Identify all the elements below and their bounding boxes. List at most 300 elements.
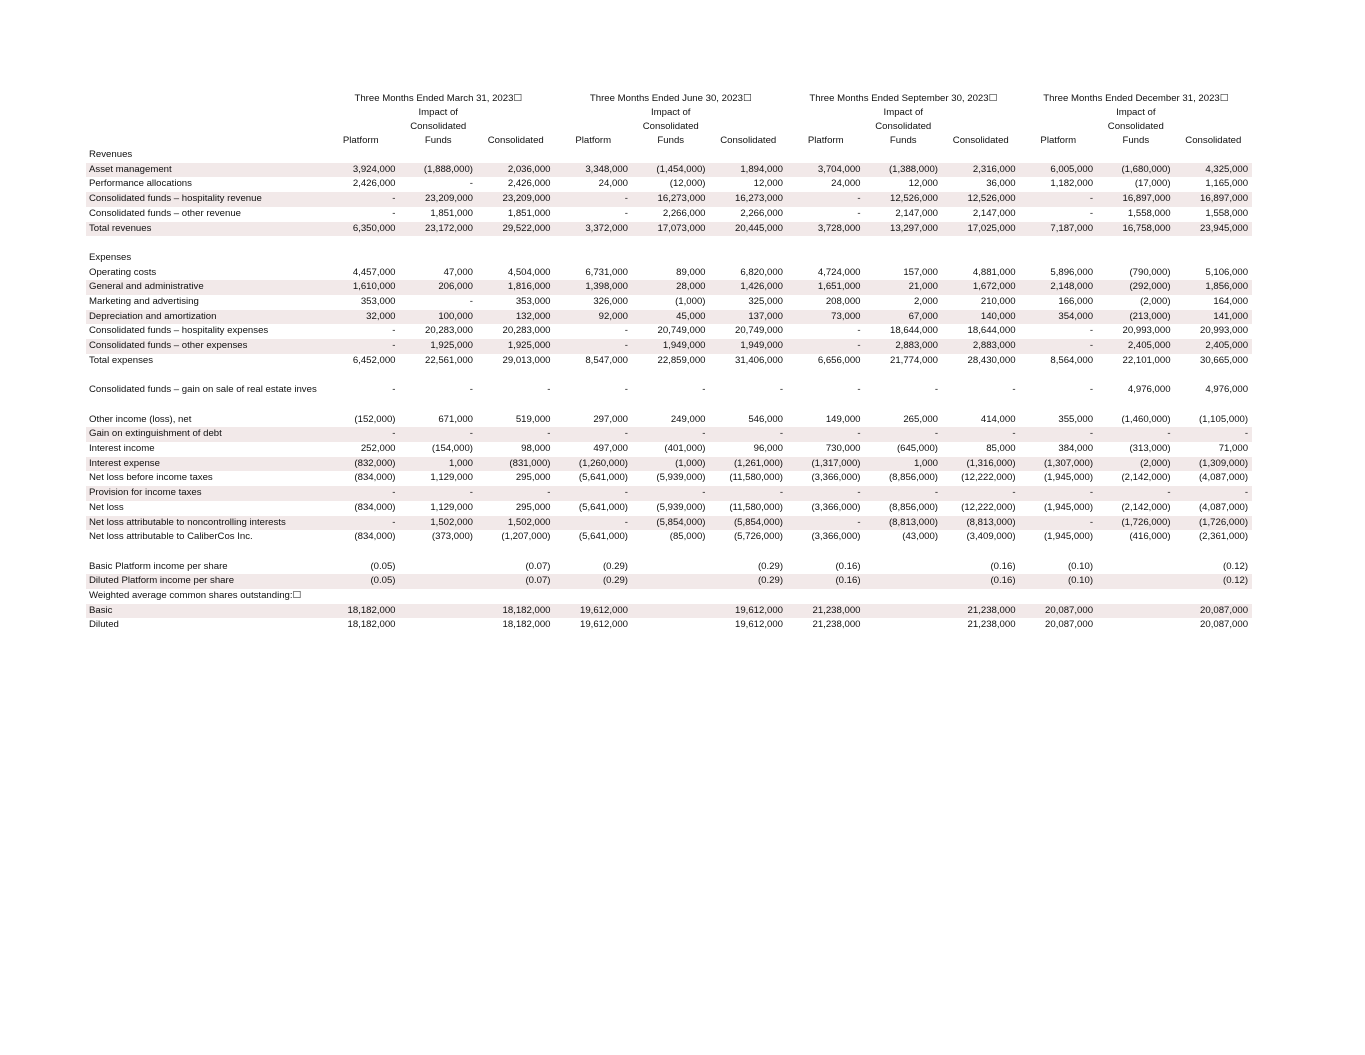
table-row [86, 280, 1252, 295]
cell-value: (1,888,000) [423, 163, 473, 175]
cell-value: - [779, 428, 784, 440]
row-label [86, 545, 322, 560]
cell-value: 20,087,000 [1045, 619, 1094, 631]
cell-value: 2,000 [914, 296, 939, 308]
cell-value: 22,859,000 [657, 354, 706, 366]
cell-value: - [1244, 487, 1249, 499]
cell-value: 21,238,000 [812, 619, 861, 631]
cell-value: (401,000) [664, 443, 706, 455]
cell-value: (834,000) [354, 531, 396, 543]
cell-value: 71,000 [1218, 443, 1249, 455]
column-header-row-2 [86, 120, 1252, 134]
cell-value: 23,209,000 [502, 193, 551, 205]
cell-value: (0.12) [1223, 575, 1249, 587]
cell-value: 98,000 [521, 443, 551, 455]
table-row [86, 163, 1252, 178]
cell-value: 384,000 [1058, 443, 1094, 455]
table-row [86, 560, 1252, 575]
cell-value: 32,000 [366, 310, 396, 322]
table-row [86, 486, 1252, 501]
row-label: Weighted average common shares outstanding:☐ [89, 590, 302, 602]
row-label: Total expenses [89, 354, 153, 366]
column-header-row-3 [86, 134, 1252, 148]
cell-value: 19,612,000 [735, 619, 784, 631]
cell-value: - [469, 178, 473, 190]
cell-value: 18,644,000 [967, 325, 1016, 337]
row-label: Consolidated funds – gain on sale of real estate inves [89, 384, 317, 396]
impact-header-line1: Impact of [883, 107, 923, 118]
cell-value: 2,036,000 [507, 163, 551, 175]
cell-value: (0.05) [370, 575, 396, 587]
column-header-row-1 [86, 106, 1252, 120]
cell-value: - [857, 207, 861, 219]
cell-value: (1,105,000) [1198, 413, 1249, 425]
cell-value: 16,897,000 [1122, 193, 1171, 205]
cell-value: 21,238,000 [812, 604, 861, 616]
cell-value: 20,993,000 [1122, 325, 1171, 337]
row-label: Net loss [89, 501, 124, 513]
cell-value: - [392, 428, 396, 440]
cell-value: - [392, 340, 396, 352]
cell-value: 13,297,000 [890, 222, 939, 234]
impact-header-line1: Impact of [1116, 107, 1156, 118]
cell-value: 3,372,000 [585, 222, 628, 234]
cell-value: - [392, 487, 396, 499]
cell-value: 16,273,000 [735, 193, 784, 205]
impact-header-line2: Consolidated [1107, 121, 1164, 132]
cell-value: - [547, 428, 551, 440]
cell-value: 414,000 [980, 413, 1016, 425]
cell-value: - [857, 384, 861, 396]
cell-value: (3,409,000) [966, 531, 1016, 543]
cell-value: - [624, 340, 628, 352]
cell-value: (0.16) [835, 575, 861, 587]
row-label: Expenses [89, 251, 132, 263]
cell-value: - [624, 428, 628, 440]
cell-value: (834,000) [354, 501, 396, 513]
cell-value: - [934, 428, 939, 440]
period-header-q2: Three Months Ended June 30, 2023☐ [589, 93, 752, 104]
cell-value: - [857, 516, 861, 528]
table-row [86, 266, 1252, 281]
cell-value: (3,366,000) [811, 531, 861, 543]
cell-value: - [857, 193, 861, 205]
row-label: Total revenues [86, 222, 322, 237]
cell-value: (3,366,000) [811, 501, 861, 513]
table-body [86, 148, 1252, 633]
cell-value: (1,307,000) [1043, 457, 1094, 469]
table-row [86, 618, 1252, 633]
cell-value: (0.16) [835, 560, 861, 572]
cell-value: 4,504,000 [507, 266, 551, 278]
cell-value: 92,000 [598, 310, 628, 322]
cell-value: 166,000 [1058, 296, 1094, 308]
cell-value: (11,580,000) [729, 472, 784, 484]
cell-value: 30,665,000 [1200, 354, 1249, 366]
cell-value: 16,897,000 [1200, 193, 1249, 205]
cell-value: 12,000 [908, 178, 939, 190]
cell-value: 3,348,000 [585, 163, 628, 175]
row-label [86, 236, 322, 251]
cell-value: (5,641,000) [578, 472, 628, 484]
cell-value: (43,000) [902, 531, 939, 543]
cell-value: 8,547,000 [585, 354, 628, 366]
impact-header-line2: Consolidated [642, 121, 699, 132]
row-label: Basic [86, 604, 322, 619]
cell-value: 21,238,000 [967, 619, 1016, 631]
impact-header-line2: Consolidated [875, 121, 932, 132]
cell-value: 29,013,000 [502, 354, 551, 366]
cell-value: (416,000) [1129, 531, 1171, 543]
cell-value: 141,000 [1213, 310, 1249, 322]
table-row [86, 222, 1252, 237]
cell-value: 1,000 [914, 457, 939, 469]
table-row [86, 457, 1252, 472]
impact-header-line2: Consolidated [410, 121, 467, 132]
cell-value: 2,405,000 [1127, 340, 1171, 352]
cell-value: (0.29) [602, 560, 628, 572]
cell-value: 96,000 [753, 443, 784, 455]
impact-header-line1: Impact of [651, 107, 691, 118]
cell-value: (790,000) [1129, 266, 1171, 278]
spacer-row [86, 545, 1252, 560]
cell-value: - [1244, 428, 1249, 440]
cell-value: 149,000 [825, 413, 861, 425]
cell-value: (1,260,000) [578, 457, 628, 469]
cell-value: - [547, 384, 551, 396]
table-row [86, 177, 1252, 192]
cell-value: (1,261,000) [733, 457, 784, 469]
cell-value: - [547, 487, 551, 499]
cell-value: - [392, 325, 396, 337]
cell-value: - [624, 516, 628, 528]
cell-value: 1,502,000 [430, 516, 473, 528]
cell-value: 23,209,000 [424, 193, 473, 205]
cell-value: 20,283,000 [502, 325, 551, 337]
cell-value: 326,000 [593, 296, 628, 308]
cell-value: 1,856,000 [1205, 281, 1249, 293]
cell-value: 2,405,000 [1205, 340, 1249, 352]
cell-value: 47,000 [443, 266, 473, 278]
cell-value: 252,000 [360, 443, 396, 455]
row-label: Interest income [89, 443, 155, 455]
row-label: Diluted [89, 619, 119, 631]
table-row [86, 192, 1252, 207]
cell-value: (154,000) [431, 443, 473, 455]
period-header-q1: Three Months Ended March 31, 2023☐ [354, 93, 523, 104]
cell-value: 249,000 [670, 413, 706, 425]
row-label: Operating costs [89, 266, 157, 278]
cell-value: (5,939,000) [656, 472, 706, 484]
cell-value: - [624, 207, 628, 219]
cell-value: 1,949,000 [662, 340, 706, 352]
cell-value: (834,000) [354, 472, 396, 484]
cell-value: (8,813,000) [966, 516, 1016, 528]
row-label: Consolidated funds – other revenue [89, 207, 242, 219]
cell-value: (373,000) [431, 531, 473, 543]
cell-value: 5,896,000 [1050, 266, 1094, 278]
cell-value: 1,502,000 [507, 516, 551, 528]
cell-value: 19,612,000 [579, 619, 628, 631]
cell-value: 16,273,000 [657, 193, 706, 205]
table-row [86, 574, 1252, 589]
cell-value: 19,612,000 [735, 604, 784, 616]
cell-value: 2,266,000 [662, 207, 706, 219]
cell-value: (5,726,000) [733, 531, 784, 543]
spacer-row [86, 236, 1252, 251]
cell-value: 2,426,000 [352, 178, 396, 190]
cell-value: (4,087,000) [1198, 472, 1249, 484]
table-row [86, 295, 1252, 310]
cell-value: 1,398,000 [585, 281, 628, 293]
cell-value: (1,309,000) [1198, 457, 1249, 469]
cell-value: 18,182,000 [347, 619, 396, 631]
cell-value: 157,000 [903, 266, 939, 278]
cell-value: 23,172,000 [424, 222, 473, 234]
cell-value: 4,881,000 [972, 266, 1016, 278]
table-row [86, 383, 1252, 398]
cell-value: 18,182,000 [502, 619, 551, 631]
cell-value: (0.12) [1223, 560, 1249, 572]
cell-value: 2,148,000 [1050, 281, 1094, 293]
cell-value: 1,894,000 [740, 163, 784, 175]
cell-value: (1,207,000) [501, 531, 551, 543]
cell-value: 7,187,000 [1050, 222, 1094, 234]
cell-value: 1,651,000 [817, 281, 861, 293]
table-row [86, 427, 1252, 442]
cell-value: (2,142,000) [1121, 472, 1171, 484]
cell-value: - [934, 487, 939, 499]
row-label: Asset management [86, 163, 322, 178]
table-row [86, 354, 1252, 369]
cell-value: 18,182,000 [347, 604, 396, 616]
cell-value: - [1089, 516, 1094, 528]
cell-value: 297,000 [593, 413, 628, 425]
cell-value: - [624, 487, 628, 499]
platform-column-header: Platform [1040, 135, 1077, 146]
cell-value: (0.29) [602, 575, 628, 587]
cell-value: - [1089, 207, 1094, 219]
cell-value: (0.16) [990, 575, 1016, 587]
cell-value: 23,945,000 [1200, 222, 1249, 234]
cell-value: 355,000 [1058, 413, 1094, 425]
cell-value: - [392, 384, 396, 396]
cell-value: 31,406,000 [735, 354, 784, 366]
cell-value: 1,925,000 [430, 340, 473, 352]
table-row [86, 442, 1252, 457]
cell-value: 21,000 [908, 281, 939, 293]
row-label: Marketing and advertising [89, 296, 199, 308]
cell-value: 3,704,000 [817, 163, 861, 175]
consolidated-column-header: Consolidated [952, 135, 1009, 146]
cell-value: 4,325,000 [1205, 163, 1249, 175]
cell-value: 67,000 [908, 310, 939, 322]
cell-value: (2,000) [1140, 457, 1171, 469]
cell-value: 325,000 [748, 296, 784, 308]
cell-value: (5,854,000) [656, 516, 706, 528]
cell-value: - [392, 193, 396, 205]
cell-value: 45,000 [676, 310, 706, 322]
cell-value: 295,000 [515, 501, 551, 513]
cell-value: - [934, 384, 939, 396]
cell-value: (0.10) [1067, 560, 1094, 572]
cell-value: 1,558,000 [1127, 207, 1171, 219]
period-header-q3: Three Months Ended September 30, 2023☐ [809, 93, 998, 104]
cell-value: (4,087,000) [1198, 501, 1249, 513]
table-row [86, 207, 1252, 222]
cell-value: 85,000 [986, 443, 1016, 455]
cell-value: (0.07) [525, 560, 551, 572]
cell-value: 6,656,000 [817, 354, 861, 366]
row-label: Revenues [89, 149, 133, 160]
cell-value: 20,087,000 [1200, 619, 1249, 631]
cell-value: 546,000 [748, 413, 784, 425]
cell-value: - [857, 325, 861, 337]
cell-value: 2,883,000 [895, 340, 939, 352]
cell-value: (2,000) [1140, 296, 1171, 308]
cell-value: - [1089, 487, 1094, 499]
cell-value: 671,000 [438, 413, 473, 425]
cell-value: 137,000 [748, 310, 784, 322]
cell-value: (152,000) [354, 413, 396, 425]
cell-value: (0.16) [990, 560, 1016, 572]
cell-value: 24,000 [598, 178, 628, 190]
cell-value: - [469, 487, 473, 499]
cell-value: - [392, 516, 396, 528]
cell-value: - [392, 207, 396, 219]
cell-value: 28,000 [676, 281, 706, 293]
row-label: Other income (loss), net [89, 413, 192, 425]
row-label: Consolidated funds – hospitality revenue [86, 192, 322, 207]
cell-value: (12,222,000) [961, 501, 1016, 513]
cell-value: - [1089, 325, 1094, 337]
cell-value: (11,580,000) [729, 501, 784, 513]
cell-value: 1,000 [448, 457, 473, 469]
row-label: Performance allocations [89, 178, 192, 190]
cell-value: - [1167, 487, 1171, 499]
cell-value: 73,000 [831, 310, 861, 322]
consolidated-column-header: Consolidated [720, 135, 777, 146]
cell-value: 20,749,000 [657, 325, 706, 337]
cell-value: 29,522,000 [502, 222, 551, 234]
table-row [86, 339, 1252, 354]
cell-value: - [857, 428, 861, 440]
cell-value: (5,854,000) [733, 516, 784, 528]
cell-value: (12,000) [669, 178, 706, 190]
cell-value: 353,000 [360, 296, 396, 308]
row-label: Gain on extinguishment of debt [86, 427, 322, 442]
cell-value: 20,993,000 [1200, 325, 1249, 337]
cell-value: (1,317,000) [811, 457, 861, 469]
cell-value: (313,000) [1129, 443, 1171, 455]
table-row [86, 148, 1252, 163]
cell-value: 2,883,000 [972, 340, 1016, 352]
cell-value: 36,000 [986, 178, 1016, 190]
cell-value: - [1089, 428, 1094, 440]
table-row [86, 471, 1252, 486]
cell-value: 1,925,000 [507, 340, 551, 352]
cell-value: (3,366,000) [811, 472, 861, 484]
cell-value: (8,856,000) [888, 501, 939, 513]
platform-column-header: Platform [342, 135, 379, 146]
cell-value: 4,976,000 [1205, 384, 1249, 396]
cell-value: (1,000) [675, 457, 706, 469]
cell-value: (292,000) [1129, 281, 1171, 293]
cell-value: 1,182,000 [1050, 178, 1094, 190]
cell-value: - [779, 384, 784, 396]
cell-value: 2,316,000 [972, 163, 1016, 175]
cell-value: 3,924,000 [352, 163, 396, 175]
cell-value: (12,222,000) [961, 472, 1016, 484]
cell-value: - [702, 487, 706, 499]
cell-value: 265,000 [903, 413, 939, 425]
impact-header-line3: Funds [657, 135, 685, 146]
table-row [86, 324, 1252, 339]
cell-value: 19,612,000 [579, 604, 628, 616]
cell-value: (5,641,000) [578, 501, 628, 513]
cell-value: (85,000) [669, 531, 706, 543]
cell-value: - [702, 428, 706, 440]
row-label [86, 398, 322, 413]
cell-value: (5,939,000) [656, 501, 706, 513]
row-label: General and administrative [86, 280, 322, 295]
table-row [86, 530, 1252, 545]
impact-header-line1: Impact of [418, 107, 458, 118]
row-label: Provision for income taxes [86, 486, 322, 501]
cell-value: 354,000 [1058, 310, 1094, 322]
cell-value: - [857, 487, 861, 499]
cell-value: (1,316,000) [966, 457, 1016, 469]
cell-value: (1,945,000) [1043, 472, 1094, 484]
impact-header-line3: Funds [1122, 135, 1150, 146]
cell-value: (2,142,000) [1121, 501, 1171, 513]
table-row [86, 251, 1252, 266]
cell-value: 22,101,000 [1122, 354, 1171, 366]
cell-value: (1,726,000) [1121, 516, 1171, 528]
table-row [86, 413, 1252, 428]
row-label: Net loss before income taxes [89, 472, 213, 484]
cell-value: - [1012, 428, 1016, 440]
cell-value: (1,000) [675, 296, 706, 308]
quarterly-results-table [86, 92, 1252, 633]
cell-value: 6,452,000 [352, 354, 396, 366]
row-label: Basic Platform income per share [89, 560, 228, 572]
cell-value: (1,680,000) [1121, 163, 1171, 175]
cell-value: 18,644,000 [890, 325, 939, 337]
cell-value: 140,000 [980, 310, 1016, 322]
cell-value: 16,758,000 [1122, 222, 1171, 234]
cell-value: - [624, 384, 628, 396]
cell-value: - [857, 340, 861, 352]
cell-value: 6,731,000 [585, 266, 628, 278]
cell-value: - [1089, 384, 1094, 396]
cell-value: 210,000 [980, 296, 1016, 308]
cell-value: 2,147,000 [972, 207, 1016, 219]
cell-value: 2,426,000 [507, 178, 551, 190]
row-label: Net loss attributable to CaliberCos Inc. [89, 531, 253, 543]
cell-value: 4,457,000 [352, 266, 396, 278]
cell-value: 1,165,000 [1205, 178, 1249, 190]
row-label: Net loss attributable to noncontrolling interests [86, 516, 322, 531]
cell-value: 353,000 [515, 296, 551, 308]
impact-header-line3: Funds [424, 135, 452, 146]
row-label: Interest expense [86, 457, 322, 472]
cell-value: - [1012, 384, 1016, 396]
cell-value: 1,129,000 [430, 472, 473, 484]
consolidated-column-header: Consolidated [1185, 135, 1242, 146]
period-header-row [86, 92, 1252, 106]
cell-value: 22,561,000 [424, 354, 473, 366]
